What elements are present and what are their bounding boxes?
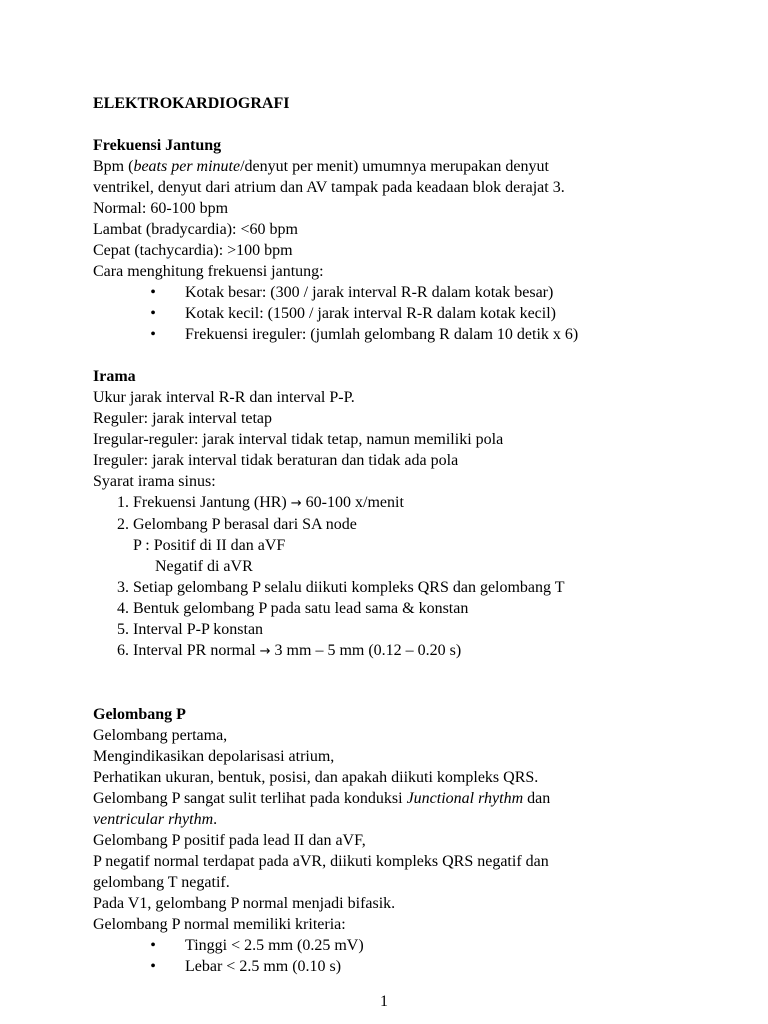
paragraph-line: ventrikel, denyut dari atrium dan AV tampak pada keadaan blok derajat 3. [93, 179, 565, 196]
paragraph-line: Iregular-reguler: jarak interval tidak tetap, namun memiliki pola [93, 431, 504, 448]
text-run: 6. Interval PR normal [117, 642, 260, 659]
document-page [93, 93, 653, 977]
paragraph-line: Ukur jarak interval R-R dan interval P-P. [93, 389, 355, 406]
bullet-icon: • [150, 305, 156, 322]
paragraph-line: Mengindikasikan depolarisasi atrium, [93, 748, 335, 765]
paragraph-line: Perhatikan ukuran, bentuk, posisi, dan apakah diikuti kompleks QRS. [93, 769, 539, 786]
paragraph-line: Syarat irama sinus: [93, 473, 216, 490]
paragraph-line [93, 788, 653, 809]
italic-text: beats per minute [133, 158, 241, 175]
page-number: 1 [380, 993, 388, 1010]
text-run: 3 mm – 5 mm (0.12 – 0.20 s) [270, 642, 462, 659]
paragraph-line [93, 156, 653, 177]
italic-text: ventricular rhythm [93, 811, 214, 828]
text-run: dan [523, 790, 551, 807]
numbered-item-sub: P : Positif di II dan aVF [133, 537, 286, 554]
list-item-text: Tinggi < 2.5 mm (0.25 mV) [185, 937, 364, 954]
paragraph-line [93, 809, 653, 830]
text-run: 1. Frekuensi Jantung (HR) [117, 494, 291, 511]
bullet-icon: • [150, 326, 156, 343]
paragraph-line: Cara menghitung frekuensi jantung: [93, 263, 324, 280]
section-heading: Gelombang P [93, 706, 186, 723]
list-item [93, 324, 653, 345]
numbered-item [93, 492, 653, 514]
italic-text: Junctional rhythm [406, 790, 524, 807]
arrow-right-icon: → [259, 644, 271, 659]
paragraph-line: Reguler: jarak interval tetap [93, 410, 273, 427]
document-title: ELEKTROKARDIOGRAFI [93, 95, 290, 112]
paragraph-line: Pada V1, gelombang P normal menjadi bifasik. [93, 895, 396, 912]
numbered-item: 3. Setiap gelombang P selalu diikuti kompleks QRS dan gelombang T [117, 579, 565, 596]
list-item-text: Lebar < 2.5 mm (0.10 s) [185, 958, 342, 975]
arrow-right-icon: → [290, 496, 302, 511]
section-irama [93, 366, 653, 662]
paragraph-line: gelombang T negatif. [93, 874, 230, 891]
bullet-icon: • [150, 284, 156, 301]
paragraph-line: Lambat (bradycardia): <60 bpm [93, 221, 298, 238]
paragraph-line: Gelombang P positif pada lead II dan aVF, [93, 832, 366, 849]
numbered-item [93, 640, 653, 662]
section-gelombang-p [93, 704, 653, 977]
text-run: 60-100 x/menit [301, 494, 404, 511]
section-heading: Frekuensi Jantung [93, 137, 222, 154]
text-run: Bpm ( [93, 158, 134, 175]
bullet-icon: • [150, 937, 156, 954]
list-item-text: Frekuensi ireguler: (jumlah gelombang R dalam 10 detik x 6) [185, 326, 579, 343]
section-heading: Irama [93, 368, 136, 385]
numbered-item: 2. Gelombang P berasal dari SA node [117, 516, 357, 533]
list-item [93, 956, 653, 977]
bullet-icon: • [150, 958, 156, 975]
numbered-item: 4. Bentuk gelombang P pada satu lead sama & konstan [117, 600, 469, 617]
numbered-item: 5. Interval P-P konstan [117, 621, 264, 638]
list-item [93, 303, 653, 324]
paragraph-line: Gelombang pertama, [93, 727, 228, 744]
paragraph-line: P negatif normal terdapat pada aVR, diikuti kompleks QRS negatif dan [93, 853, 549, 870]
text-run: Gelombang P sangat sulit terlihat pada konduksi [93, 790, 407, 807]
list-item-text: Kotak kecil: (1500 / jarak interval R-R dalam kotak kecil) [185, 305, 556, 322]
paragraph-line: Gelombang P normal memiliki kriteria: [93, 916, 346, 933]
list-item-text: Kotak besar: (300 / jarak interval R-R dalam kotak besar) [185, 284, 554, 301]
numbered-item-sub: Negatif di aVR [155, 558, 253, 575]
list-item [93, 282, 653, 303]
paragraph-line: Normal: 60-100 bpm [93, 200, 229, 217]
text-run: . [213, 811, 218, 828]
paragraph-line: Ireguler: jarak interval tidak beraturan dan tidak ada pola [93, 452, 459, 469]
paragraph-line: Cepat (tachycardia): >100 bpm [93, 242, 293, 259]
text-run: /denyut per menit) umumnya merupakan denyut [240, 158, 549, 175]
section-frekuensi-jantung [93, 135, 653, 345]
list-item [93, 935, 653, 956]
